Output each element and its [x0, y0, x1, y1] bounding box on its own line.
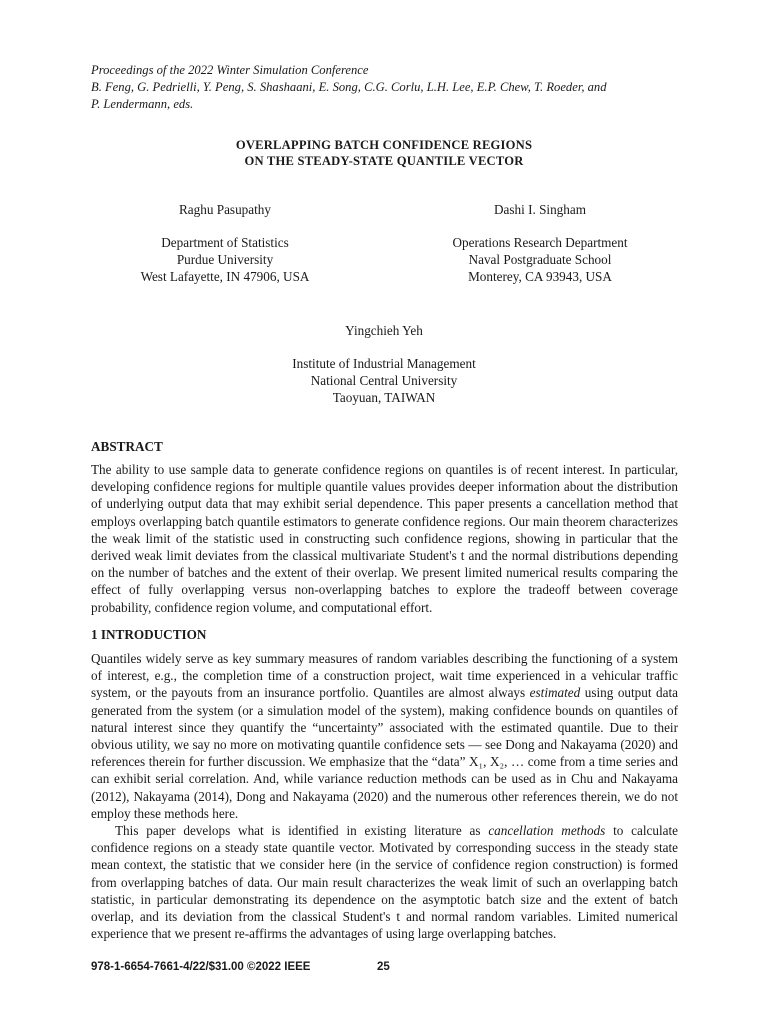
proceedings-header	[91, 62, 691, 113]
author-block-1	[120, 201, 330, 285]
abstract-heading: ABSTRACT	[91, 439, 163, 454]
author-block-3	[234, 322, 534, 406]
author-address: Taoyuan, TAIWAN	[332, 390, 436, 405]
footer-isbn: 978-1-6654-7661-4/22/$31.00 ©2022 IEEE	[91, 961, 311, 973]
emphasis: cancellation methods	[488, 823, 606, 839]
editors-line: B. Feng, G. Pedrielli, Y. Peng, S. Shashaani, E. Song, C.G. Corlu, L.H. Lee, E.P. Chew, T. Roeder, and	[91, 80, 607, 94]
section-heading-introduction: 1 INTRODUCTION	[91, 627, 207, 642]
author-name: Yingchieh Yeh	[345, 323, 423, 338]
abstract-text: The ability to use sample data to generate confidence regions on quantiles is of recent interest. In particular, developing confidence regions for multiple quantile values provides deeper information about the distribution of underlying output data that may exhibit serial dependence. This paper presents a cancellation method that employs overlapping batch quantile estimators to generate confidence regions. Our main theorem characterizes the weak limit of the statistic used in constructing such confidence regions, showing in particular that the derived weak limit deviates from the classical multivariate Student's t and the normal distributions depending on the number of batches and the extent of their overlap. We present limited numerical results comparing the effect of fully overlapping versus non-overlapping batches to explore the tradeoff between coverage probability, confidence region volume, and computational effort.	[91, 462, 678, 615]
page-number: 25	[377, 961, 390, 973]
author-name: Dashi I. Singham	[494, 202, 586, 217]
author-department: Operations Research Department	[452, 235, 628, 250]
paragraph: Quantiles widely serve as key summary measures of random variables describing the functioning of a system of interest, e.g., the completion time of a construction project, wait time experienced in a vehicular traffic system, or the payouts from an insurance portfolio. Quantiles are almost always estimated using output data generated from the system (or a simulation model of the system), making confidence bounds on quantiles of natural interest since they quantify the “uncertainty” associated with the estimated quantile. Due to their obvious utility, we say no more on motivating quantile confidence sets — see Dong and Nakayama (2020) and references therein for further discussion. We emphasize that the “data” X₁, X₂, … come from a time series and can exhibit serial correlation. And, while variance reduction methods can be used as in Chu and Nakayama (2012), Nakayama (2014), Dong and Nakayama (2020) and the numerous other references therein, we do not employ these methods here.	[91, 651, 678, 821]
author-institution: Naval Postgraduate School	[468, 252, 612, 267]
introduction-body	[91, 650, 678, 942]
author-name: Raghu Pasupathy	[179, 202, 271, 217]
title-line-1: OVERLAPPING BATCH CONFIDENCE REGIONS	[235, 138, 533, 152]
author-department: Department of Statistics	[161, 235, 289, 250]
paper-title	[0, 137, 768, 169]
author-department: Institute of Industrial Management	[292, 356, 476, 371]
author-address: West Lafayette, IN 47906, USA	[140, 269, 310, 284]
emphasis: estimated	[529, 685, 581, 701]
author-block-2	[420, 201, 660, 285]
proceedings-title: Proceedings of the 2022 Winter Simulation Conference	[91, 63, 369, 77]
author-address: Monterey, CA 93943, USA	[468, 269, 612, 284]
author-institution: Purdue University	[176, 252, 274, 267]
author-institution: National Central University	[310, 373, 458, 388]
paragraph: This paper develops what is identified in existing literature as cancellation methods to calculate confidence regions on a steady state quantile vector. Motivated by corresponding success in the steady state mean context, the statistic that we consider here (in the service of confidence region construction) is formed from overlapping batches of data. Our main result characterizes the weak limit of such an overlapping batch statistic, in particular demonstrating its dependence on the asymptotic batch size and the extent of batch overlap, and its deviation from the classical Student's t and normal random variables. Limited numerical experience that we present re-affirms the advantages of using large overlapping batches.	[91, 823, 679, 942]
editors-line-cont: P. Lendermann, eds.	[91, 97, 194, 111]
title-line-2: ON THE STEADY-STATE QUANTILE VECTOR	[244, 154, 524, 168]
